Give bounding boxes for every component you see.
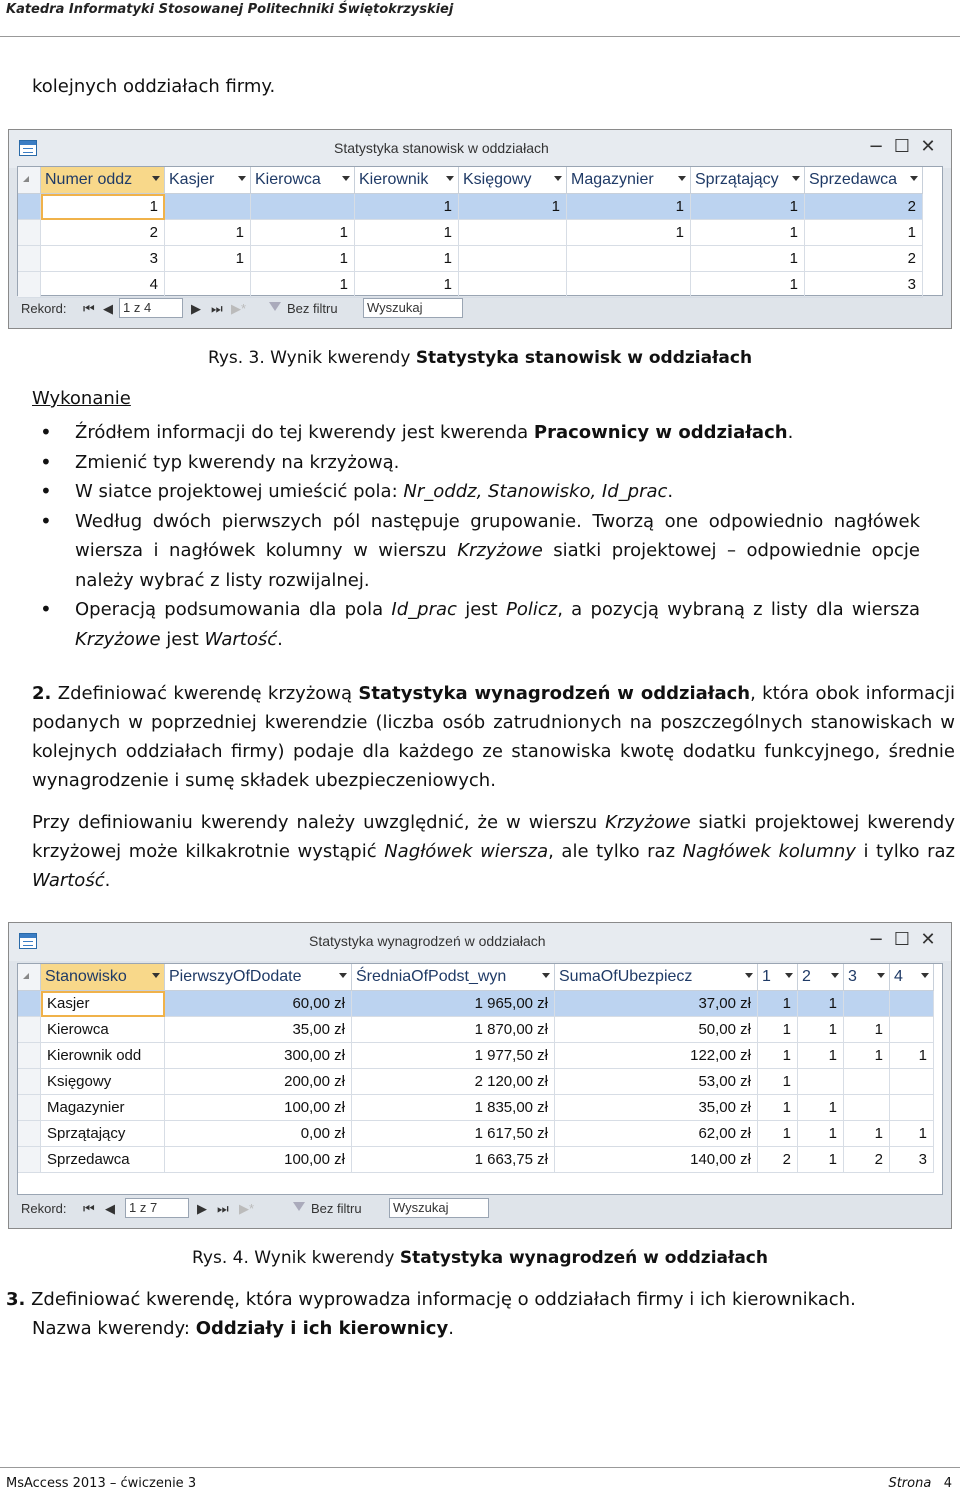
table-cell[interactable]: 2 — [41, 220, 165, 246]
window-titlebar — [9, 923, 951, 961]
record-navigator — [17, 297, 943, 321]
table-cell[interactable]: Magazynier — [41, 1095, 165, 1121]
table-cell[interactable]: 1 — [844, 1043, 890, 1069]
table-cell[interactable]: 1 — [890, 1043, 934, 1069]
table-row[interactable] — [18, 991, 934, 1017]
next-record-icon[interactable]: ▶ — [197, 1201, 207, 1216]
table-cell[interactable] — [459, 246, 567, 272]
row-selector[interactable] — [18, 1043, 41, 1069]
table-cell[interactable]: 1 870,00 zł — [352, 1017, 555, 1043]
column-header[interactable]: Magazynier — [567, 167, 691, 194]
column-header[interactable]: Stanowisko — [41, 964, 165, 991]
table-cell[interactable]: 1 — [758, 1121, 798, 1147]
row-selector[interactable] — [18, 1147, 41, 1173]
table-cell[interactable]: 1 — [691, 246, 805, 272]
table-cell[interactable]: Księgowy — [41, 1069, 165, 1095]
table-cell[interactable]: Kierowca — [41, 1017, 165, 1043]
table-cell[interactable]: 1 — [165, 246, 251, 272]
footer-right: Strona 4 — [888, 1476, 952, 1491]
figure-caption-3: Rys. 3. Wynik kwerendy Statystyka stanowisk w oddziałach — [207, 348, 753, 368]
maximize-button[interactable]: ☐ — [893, 136, 911, 157]
first-record-icon[interactable]: ⏮ — [83, 1201, 95, 1216]
select-all-icon — [23, 176, 29, 182]
table-cell[interactable]: 1 — [567, 220, 691, 246]
row-selector[interactable] — [18, 1017, 41, 1043]
table-cell[interactable]: 200,00 zł — [165, 1069, 352, 1095]
prev-record-icon[interactable]: ◀ — [105, 1201, 115, 1216]
table-cell[interactable]: 1 617,50 zł — [352, 1121, 555, 1147]
table-cell[interactable]: 35,00 zł — [165, 1017, 352, 1043]
last-record-icon[interactable]: ⏭ — [217, 1201, 229, 1216]
table-cell[interactable] — [459, 220, 567, 246]
close-button[interactable]: ✕ — [920, 136, 936, 157]
table-cell[interactable]: 1 — [805, 220, 923, 246]
table-row[interactable] — [18, 246, 923, 272]
table-row[interactable] — [18, 194, 923, 220]
row-selector[interactable] — [18, 1069, 41, 1095]
table-cell[interactable] — [165, 272, 251, 298]
datasheet-grid — [17, 166, 943, 296]
table-cell[interactable]: 1 — [165, 220, 251, 246]
select-all-icon — [23, 973, 29, 979]
next-record-icon[interactable]: ▶ — [191, 301, 201, 316]
table-cell[interactable]: 3 — [890, 1147, 934, 1173]
row-selector[interactable] — [18, 246, 41, 272]
table-cell[interactable]: Sprzedawca — [41, 1147, 165, 1173]
table-cell[interactable]: 1 — [691, 220, 805, 246]
column-dropdown-icon[interactable] — [877, 973, 885, 978]
filter-status-button[interactable]: Bez filtru — [311, 1201, 362, 1216]
table-cell[interactable]: 0,00 zł — [165, 1121, 352, 1147]
table-cell[interactable]: 60,00 zł — [165, 991, 352, 1017]
table-cell[interactable]: 1 — [251, 272, 355, 298]
table-cell[interactable]: 37,00 zł — [555, 991, 758, 1017]
column-header[interactable]: 2 — [798, 964, 844, 991]
record-position-input[interactable]: 1 z 7 — [125, 1198, 189, 1218]
row-selector[interactable] — [18, 220, 41, 246]
list-item: • Operacją podsumowania dla pola Id_prac jest Policz, a pozycją wybraną z listy dla wiersza Krzyżowe jest Wartość. — [40, 595, 920, 654]
table-cell[interactable]: 2 — [758, 1147, 798, 1173]
search-input[interactable]: Wyszukaj — [389, 1198, 489, 1218]
table-cell[interactable]: 1 — [798, 1147, 844, 1173]
prev-record-icon[interactable]: ◀ — [103, 301, 113, 316]
table-cell[interactable] — [890, 1069, 934, 1095]
column-dropdown-icon[interactable] — [792, 176, 800, 181]
list-item: • Zmienić typ kwerendy na krzyżową. — [40, 448, 920, 478]
column-dropdown-icon[interactable] — [238, 176, 246, 181]
table-cell[interactable]: 1 — [798, 991, 844, 1017]
table-cell[interactable] — [251, 194, 355, 220]
table-cell[interactable]: 140,00 zł — [555, 1147, 758, 1173]
table-row[interactable] — [18, 272, 923, 298]
column-dropdown-icon[interactable] — [921, 973, 929, 978]
table-cell[interactable] — [567, 246, 691, 272]
table-cell[interactable]: 1 — [691, 272, 805, 298]
search-input[interactable]: Wyszukaj — [363, 298, 463, 318]
table-cell[interactable]: 300,00 zł — [165, 1043, 352, 1069]
table-cell[interactable]: 62,00 zł — [555, 1121, 758, 1147]
table-cell[interactable] — [798, 1069, 844, 1095]
table-row[interactable] — [18, 1121, 934, 1147]
datasheet-table — [18, 964, 934, 1173]
table-cell[interactable]: 1 — [798, 1043, 844, 1069]
table-cell[interactable]: 1 — [758, 1017, 798, 1043]
column-header[interactable]: 4 — [890, 964, 934, 991]
column-header[interactable]: ŚredniaOfPodst_wyn — [352, 964, 555, 991]
table-cell[interactable]: 1 — [798, 1121, 844, 1147]
column-header[interactable]: Kierowca — [251, 167, 355, 194]
table-cell[interactable]: 1 — [355, 246, 459, 272]
column-dropdown-icon[interactable] — [152, 973, 160, 978]
table-cell[interactable]: 1 965,00 zł — [352, 991, 555, 1017]
table-cell[interactable] — [165, 194, 251, 220]
definition-note-paragraph: Przy definiowaniu kwerendy należy uwzględnić, że w wierszu Krzyżowe siatki projektowej kwerendy krzyżowej może kilkakrotnie wystąpić Nagłówek wiersza, ale tylko raz Nagłówek kolumny i tylko raz Wartość. — [32, 812, 955, 891]
table-row[interactable] — [18, 1017, 934, 1043]
table-cell[interactable]: Kierownik odd — [41, 1043, 165, 1069]
datasheet-icon — [19, 933, 37, 949]
table-cell[interactable]: Sprzątający — [41, 1121, 165, 1147]
filter-icon — [269, 302, 281, 311]
table-cell[interactable]: 1 — [798, 1017, 844, 1043]
page-header: Katedra Informatyki Stosowanej Politechniki Świętokrzyskiej — [6, 2, 454, 17]
table-cell[interactable]: 2 — [844, 1147, 890, 1173]
column-dropdown-icon[interactable] — [446, 176, 454, 181]
task-2-paragraph: 2. Zdefiniować kwerendę krzyżową Statystyka wynagrodzeń w oddziałach, która obok informacji podanych w poprzedniej kwerendzie (liczba osób zatrudnionych na poszczególnych stanowiskach w kolejnych oddziałach firmy) podaje dla każdego ze stanowiska kwotę dodatku funkcyjnego, średnie wynagrodzenie i sumę składek ubezpieczeniowych. — [32, 683, 955, 791]
table-cell[interactable] — [844, 991, 890, 1017]
column-dropdown-icon[interactable] — [910, 176, 918, 181]
table-cell[interactable]: 53,00 zł — [555, 1069, 758, 1095]
table-cell[interactable]: 2 — [805, 246, 923, 272]
datasheet-icon — [19, 140, 37, 156]
row-selector[interactable] — [18, 991, 41, 1017]
table-cell[interactable]: 3 — [805, 272, 923, 298]
record-position-input[interactable]: 1 z 4 — [119, 298, 183, 318]
list-item: • W siatce projektowej umieścić pola: Nr_oddz, Stanowisko, Id_prac. — [40, 477, 920, 507]
table-cell[interactable] — [890, 1095, 934, 1121]
filter-icon — [293, 1202, 305, 1211]
minimize-button[interactable]: − — [868, 929, 884, 950]
row-selector[interactable] — [18, 1095, 41, 1121]
table-cell[interactable]: 1 — [459, 194, 567, 220]
table-cell[interactable]: 2 120,00 zł — [352, 1069, 555, 1095]
table-cell[interactable]: 1 — [758, 1069, 798, 1095]
table-cell[interactable]: 1 — [844, 1121, 890, 1147]
column-dropdown-icon[interactable] — [785, 973, 793, 978]
new-record-icon[interactable]: ▶* — [231, 301, 247, 316]
column-header[interactable]: Kierownik — [355, 167, 459, 194]
column-dropdown-icon[interactable] — [542, 973, 550, 978]
table-cell[interactable]: 3 — [41, 246, 165, 272]
steps-list — [40, 418, 920, 654]
table-cell[interactable] — [890, 1017, 934, 1043]
table-cell[interactable]: 1 — [758, 1043, 798, 1069]
table-cell[interactable]: 1 — [41, 194, 165, 220]
datasheet-table — [18, 167, 923, 298]
minimize-button[interactable]: − — [868, 136, 884, 157]
table-cell[interactable] — [567, 272, 691, 298]
table-cell[interactable]: 2 — [805, 194, 923, 220]
table-cell[interactable] — [844, 1069, 890, 1095]
table-cell[interactable]: 1 — [251, 220, 355, 246]
first-record-icon[interactable]: ⏮ — [83, 301, 95, 316]
row-selector[interactable] — [18, 1121, 41, 1147]
table-cell[interactable]: 4 — [41, 272, 165, 298]
column-dropdown-icon[interactable] — [152, 176, 160, 181]
column-dropdown-icon[interactable] — [678, 176, 686, 181]
footer-left: MsAccess 2013 – ćwiczenie 3 — [6, 1476, 197, 1491]
column-header[interactable]: SumaOfUbezpiecz — [555, 964, 758, 991]
list-item: • Według dwóch pierwszych pól następuje grupowanie. Tworzą one odpowiednio nagłówek wiersza i nagłówek kolumny w wierszu Krzyżowe siatki projektowej – odpowiednie opcje należy wybrać z listy rozwijalnej. — [40, 507, 920, 596]
new-record-icon[interactable]: ▶* — [239, 1201, 255, 1216]
task-3-paragraph: 3. Zdefiniować kwerendę, która wyprowadza informację o oddziałach firmy i ich kierownikach. Nazwa kwerendy: Oddziały i ich kierownicy. — [6, 1289, 856, 1339]
table-cell[interactable]: 1 977,50 zł — [352, 1043, 555, 1069]
table-cell[interactable]: 1 — [798, 1095, 844, 1121]
table-row[interactable] — [18, 1043, 934, 1069]
select-all-cell[interactable] — [18, 167, 41, 194]
column-header[interactable]: 1 — [758, 964, 798, 991]
table-cell[interactable]: 1 — [758, 991, 798, 1017]
table-cell[interactable]: 35,00 zł — [555, 1095, 758, 1121]
header-divider — [0, 36, 960, 37]
table-cell[interactable]: 1 663,75 zł — [352, 1147, 555, 1173]
column-dropdown-icon[interactable] — [745, 973, 753, 978]
table-cell[interactable]: 1 — [355, 194, 459, 220]
table-row[interactable] — [18, 220, 923, 246]
table-cell[interactable] — [890, 991, 934, 1017]
column-dropdown-icon[interactable] — [831, 973, 839, 978]
table-row[interactable] — [18, 1069, 934, 1095]
table-cell[interactable]: 100,00 zł — [165, 1147, 352, 1173]
close-button[interactable]: ✕ — [920, 929, 936, 950]
section-heading-wykonanie: Wykonanie — [32, 388, 131, 409]
intro-text: kolejnych oddziałach firmy. — [32, 76, 276, 97]
table-cell[interactable]: 1 — [890, 1121, 934, 1147]
column-dropdown-icon[interactable] — [339, 973, 347, 978]
column-header[interactable]: Sprzedawca — [805, 167, 923, 194]
column-dropdown-icon[interactable] — [554, 176, 562, 181]
record-label: Rekord: — [21, 1201, 67, 1216]
list-item: • Źródłem informacji do tej kwerendy jest kwerenda Pracownicy w oddziałach. — [40, 418, 920, 448]
column-header[interactable]: Księgowy — [459, 167, 567, 194]
column-header[interactable]: Sprzątający — [691, 167, 805, 194]
column-header[interactable]: Numer oddz — [41, 167, 165, 194]
table-cell[interactable]: 122,00 zł — [555, 1043, 758, 1069]
table-cell[interactable]: 50,00 zł — [555, 1017, 758, 1043]
column-dropdown-icon[interactable] — [342, 176, 350, 181]
query-window-wynagrodzenia — [8, 922, 952, 1229]
window-title: Statystyka stanowisk w oddziałach — [334, 140, 549, 156]
footer-divider — [0, 1467, 960, 1468]
table-cell[interactable]: 1 — [251, 246, 355, 272]
maximize-button[interactable]: ☐ — [893, 929, 911, 950]
select-all-cell[interactable] — [18, 964, 41, 991]
table-cell[interactable]: 1 — [844, 1017, 890, 1043]
window-title: Statystyka wynagrodzeń w oddziałach — [309, 933, 546, 949]
table-cell[interactable]: 1 835,00 zł — [352, 1095, 555, 1121]
table-row[interactable] — [18, 1147, 934, 1173]
row-selector[interactable] — [18, 272, 41, 298]
record-navigator — [17, 1197, 943, 1221]
figure-caption-4: Rys. 4. Wynik kwerendy Statystyka wynagrodzeń w oddziałach — [192, 1248, 768, 1268]
table-cell[interactable]: 100,00 zł — [165, 1095, 352, 1121]
table-cell[interactable] — [844, 1095, 890, 1121]
record-label: Rekord: — [21, 301, 67, 316]
table-cell[interactable]: 1 — [355, 220, 459, 246]
last-record-icon[interactable]: ⏭ — [211, 301, 223, 316]
datasheet-grid — [17, 963, 943, 1195]
table-cell[interactable]: 1 — [758, 1095, 798, 1121]
table-cell[interactable]: 1 — [355, 272, 459, 298]
table-cell[interactable]: Kasjer — [41, 991, 165, 1017]
column-header[interactable]: PierwszyOfDodate — [165, 964, 352, 991]
row-selector[interactable] — [18, 194, 41, 220]
filter-status-button[interactable]: Bez filtru — [287, 301, 338, 316]
table-cell[interactable] — [459, 272, 567, 298]
column-header[interactable]: Kasjer — [165, 167, 251, 194]
window-titlebar — [9, 130, 951, 168]
query-window-stanowiska — [8, 129, 952, 329]
column-header[interactable]: 3 — [844, 964, 890, 991]
table-row[interactable] — [18, 1095, 934, 1121]
table-cell[interactable]: 1 — [691, 194, 805, 220]
table-cell[interactable]: 1 — [567, 194, 691, 220]
